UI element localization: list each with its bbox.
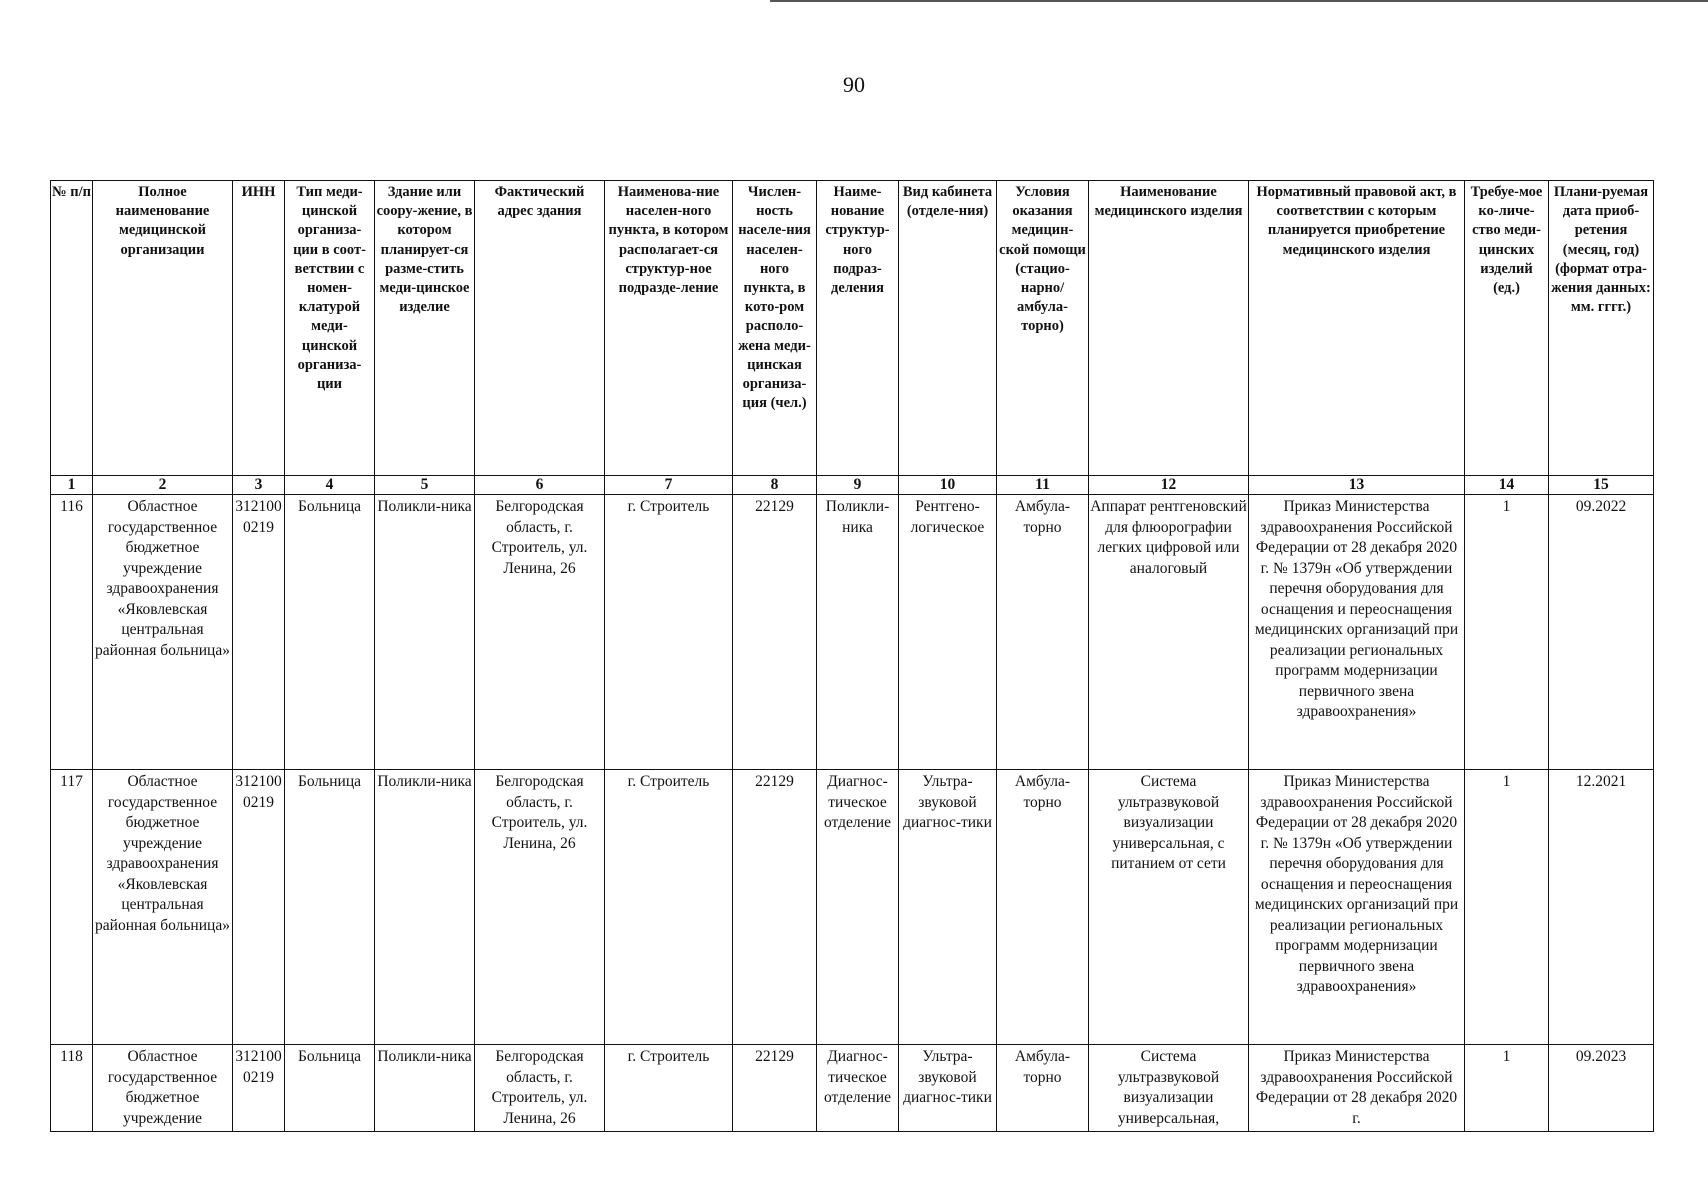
cell-inn: 3121000219 [233, 770, 285, 1045]
header-cell: Плани-руемая дата приоб-ретения (месяц, год) (формат отра-жения данных: мм. гггг.) [1549, 181, 1654, 476]
column-number: 5 [375, 476, 475, 495]
cell-division: Диагнос-тическое отделение [817, 1045, 899, 1132]
cell-locality: г. Строитель [605, 495, 733, 770]
cell-locality: г. Строитель [605, 1045, 733, 1132]
cell-date: 09.2022 [1549, 495, 1654, 770]
table-row [51, 495, 1654, 770]
cell-num: 118 [51, 1045, 93, 1132]
cell-device: Система ультразвуковой визуализации универсальная, с питанием от сети [1089, 770, 1249, 1045]
header-cell: Наименование медицинского изделия [1089, 181, 1249, 476]
column-number: 4 [285, 476, 375, 495]
header-cell: Нормативный правовой акт, в соответствии с которым планируется приобретение медицинского изделия [1249, 181, 1465, 476]
header-cell: Здание или соору-жение, в котором планирует-ся разме-стить меди-цинское изделие [375, 181, 475, 476]
cell-org: Областное государственное бюджетное учреждение [93, 1045, 233, 1132]
header-cell: ИНН [233, 181, 285, 476]
cell-locality: г. Строитель [605, 770, 733, 1045]
column-number: 9 [817, 476, 899, 495]
column-number-row [51, 476, 1654, 495]
cell-population: 22129 [733, 1045, 817, 1132]
header-cell: Условия оказания медицин-ской помощи (стацио-нарно/ амбула-торно) [997, 181, 1089, 476]
column-number: 12 [1089, 476, 1249, 495]
cell-cabinet: Ультра-звуковой диагнос-тики [899, 770, 997, 1045]
cell-address: Белгородская область, г. Строитель, ул. Ленина, 26 [475, 1045, 605, 1132]
cell-device: Система ультразвуковой визуализации универсальная, [1089, 1045, 1249, 1132]
cell-building: Поликли-ника [375, 770, 475, 1045]
cell-act: Приказ Министерства здравоохранения Российской Федерации от 28 декабря 2020 г. № 1379н «Об утверждении перечня оборудования для оснащения и переоснащения медицинских организаций при реализации региональных программ модернизации первичного звена здравоохранения» [1249, 770, 1465, 1045]
cell-cabinet: Ультра-звуковой диагнос-тики [899, 1045, 997, 1132]
cell-conditions: Амбула-торно [997, 1045, 1089, 1132]
cell-inn: 3121000219 [233, 1045, 285, 1132]
cell-num: 117 [51, 770, 93, 1045]
header-cell: Тип меди-цинской организа-ции в соот-ветствии с номен-клатурой меди-цинской организа-ции [285, 181, 375, 476]
cell-org: Областное государственное бюджетное учреждение здравоохранения «Яковлевская центральная районная больница» [93, 770, 233, 1045]
column-number: 7 [605, 476, 733, 495]
cell-qty: 1 [1465, 495, 1549, 770]
header-row [51, 181, 1654, 476]
cell-building: Поликли-ника [375, 1045, 475, 1132]
cell-population: 22129 [733, 495, 817, 770]
page-number: 90 [843, 72, 865, 97]
column-number: 11 [997, 476, 1089, 495]
cell-building: Поликли-ника [375, 495, 475, 770]
cell-qty: 1 [1465, 1045, 1549, 1132]
column-number: 6 [475, 476, 605, 495]
column-number: 13 [1249, 476, 1465, 495]
column-number: 8 [733, 476, 817, 495]
header-cell: Требуе-мое ко-личе-ство меди-цинских изделий (ед.) [1465, 181, 1549, 476]
column-number: 14 [1465, 476, 1549, 495]
cell-cabinet: Рентгено-логическое [899, 495, 997, 770]
header-cell: Числен-ность населе-ния населен-ного пункта, в кото-ром располо-жена меди-цинская организа-ция (чел.) [733, 181, 817, 476]
column-number: 15 [1549, 476, 1654, 495]
header-cell: Фактический адрес здания [475, 181, 605, 476]
table-row [51, 770, 1654, 1045]
cell-date: 12.2021 [1549, 770, 1654, 1045]
cell-type: Больница [285, 770, 375, 1045]
cell-division: Поликли-ника [817, 495, 899, 770]
cell-qty: 1 [1465, 770, 1549, 1045]
cell-date: 09.2023 [1549, 1045, 1654, 1132]
header-cell: Наименова-ние населен-ного пункта, в котором располагает-ся структур-ное подразде-ление [605, 181, 733, 476]
cell-type: Больница [285, 495, 375, 770]
column-number: 3 [233, 476, 285, 495]
column-number: 1 [51, 476, 93, 495]
cell-address: Белгородская область, г. Строитель, ул. Ленина, 26 [475, 495, 605, 770]
cell-num: 116 [51, 495, 93, 770]
header-cell: № п/п [51, 181, 93, 476]
cell-type: Больница [285, 1045, 375, 1132]
cell-conditions: Амбула-торно [997, 495, 1089, 770]
table-row [51, 1045, 1654, 1132]
cell-conditions: Амбула-торно [997, 770, 1089, 1045]
cell-device: Аппарат рентгеновский для флюорографии легких цифровой или аналоговый [1089, 495, 1249, 770]
column-number: 2 [93, 476, 233, 495]
header-cell: Наиме-нование структур-ного подраз-деления [817, 181, 899, 476]
cell-address: Белгородская область, г. Строитель, ул. Ленина, 26 [475, 770, 605, 1045]
top-rule [770, 0, 1708, 2]
cell-population: 22129 [733, 770, 817, 1045]
equipment-table [50, 180, 1654, 1132]
column-number: 10 [899, 476, 997, 495]
cell-division: Диагнос-тическое отделение [817, 770, 899, 1045]
cell-act: Приказ Министерства здравоохранения Российской Федерации от 28 декабря 2020 г. [1249, 1045, 1465, 1132]
cell-act: Приказ Министерства здравоохранения Российской Федерации от 28 декабря 2020 г. № 1379н «Об утверждении перечня оборудования для оснащения и переоснащения медицинских организаций при реализации региональных программ модернизации первичного звена здравоохранения» [1249, 495, 1465, 770]
header-cell: Полное наименование медицинской организации [93, 181, 233, 476]
header-cell: Вид кабинета (отделе-ния) [899, 181, 997, 476]
cell-org: Областное государственное бюджетное учреждение здравоохранения «Яковлевская центральная районная больница» [93, 495, 233, 770]
cell-inn: 3121000219 [233, 495, 285, 770]
